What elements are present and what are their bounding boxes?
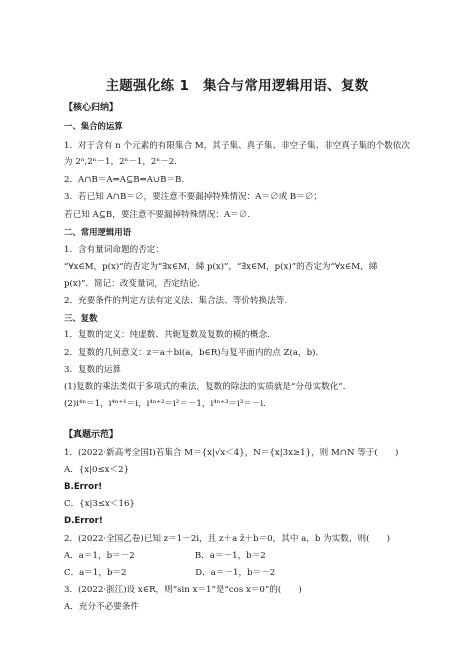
text-line: 1．对于含有 n 个元素的有限集合 M，其子集、真子集、非空子集、非空真子集的个数依次 bbox=[64, 141, 410, 151]
text-line: 2．复数的几何意义：z＝a＋bi(a，b∈R)与复平面内的点 Z(a，b). bbox=[64, 348, 319, 358]
question-3: 3．(2022·浙江)设 x∈R，则“sin x＝1”是“cos x＝0”的( ) bbox=[64, 585, 302, 595]
text-line: 1．复数的定义：纯虚数、共轭复数及复数的模的概念. bbox=[64, 330, 270, 340]
text-line: p(x)”．简记：改变量词，否定结论. bbox=[64, 279, 200, 289]
question-1-option-c: C．{x|3≤x＜16} bbox=[64, 499, 135, 509]
question-1: 1．(2022·新高考全国Ⅰ)若集合 M＝{x|√x＜4}，N＝{x|3x≥1}，则 M∩N 等于( ) bbox=[64, 448, 399, 458]
subheading-logic-terms: 二、常用逻辑用语 bbox=[64, 227, 131, 237]
page-title: 主题强化练 1 集合与常用逻辑用语、复数 bbox=[105, 78, 369, 94]
question-1-option-a: A．{x|0≤x＜2} bbox=[64, 465, 130, 475]
section-heading-exam-examples: 【真题示范】 bbox=[64, 430, 119, 440]
subheading-set-operations: 一、集合的运算 bbox=[64, 121, 123, 131]
question-2-options-cd: C．a＝1，b＝2 D．a＝－1，b＝－2 bbox=[64, 568, 276, 578]
question-2-options-ab: A．a＝1，b＝－2 B．a＝－1，b＝2 bbox=[64, 551, 266, 561]
text-line: 2．A∩B＝A⇔A⊆B⇔A∪B＝B. bbox=[64, 175, 185, 185]
question-2: 2．(2022·全国乙卷)已知 z＝1－2i，且 z＋a z̄＋b＝0，其中 a，b 为实数，则( ) bbox=[64, 534, 390, 544]
text-line: (1)复数的乘法类似于多项式的乘法，复数的除法的实质就是“分母实数化”. bbox=[64, 382, 346, 392]
text-line: 若已知 A⊆B，要注意不要漏掉特殊情况：A＝∅. bbox=[64, 210, 251, 220]
text-line: (2)i⁴ⁿ＝1，i⁴ⁿ⁺¹＝i，i⁴ⁿ⁺²＝i²＝－1，i⁴ⁿ⁺³＝i³＝－i. bbox=[64, 399, 266, 409]
text-line: 3．复数的运算 bbox=[64, 365, 122, 375]
subheading-complex-numbers: 三、复数 bbox=[64, 313, 98, 323]
text-line: 为 2ⁿ,2ⁿ－1，2ⁿ－1，2ⁿ－2. bbox=[64, 157, 177, 167]
question-1-option-b: B.Error! bbox=[64, 482, 103, 492]
question-1-option-d: D.Error! bbox=[64, 516, 103, 526]
text-line: 1．含有量词命题的否定： bbox=[64, 245, 164, 255]
text-line: “∀x∈M，p(x)”的否定为“∃x∈M，綈 p(x)”，“∃x∈M，p(x)”的否定为“∀x∈M，綈 bbox=[64, 262, 378, 272]
section-heading-core-summary: 【核心归纳】 bbox=[64, 103, 119, 113]
text-line: 3．若已知 A∩B＝∅，要注意不要漏掉特殊情况：A＝∅或 B＝∅； bbox=[64, 192, 323, 202]
question-3-option-a: A．充分不必要条件 bbox=[64, 602, 139, 612]
text-line: 2．充要条件的判定方法有定义法、集合法、等价转换法等. bbox=[64, 296, 288, 306]
